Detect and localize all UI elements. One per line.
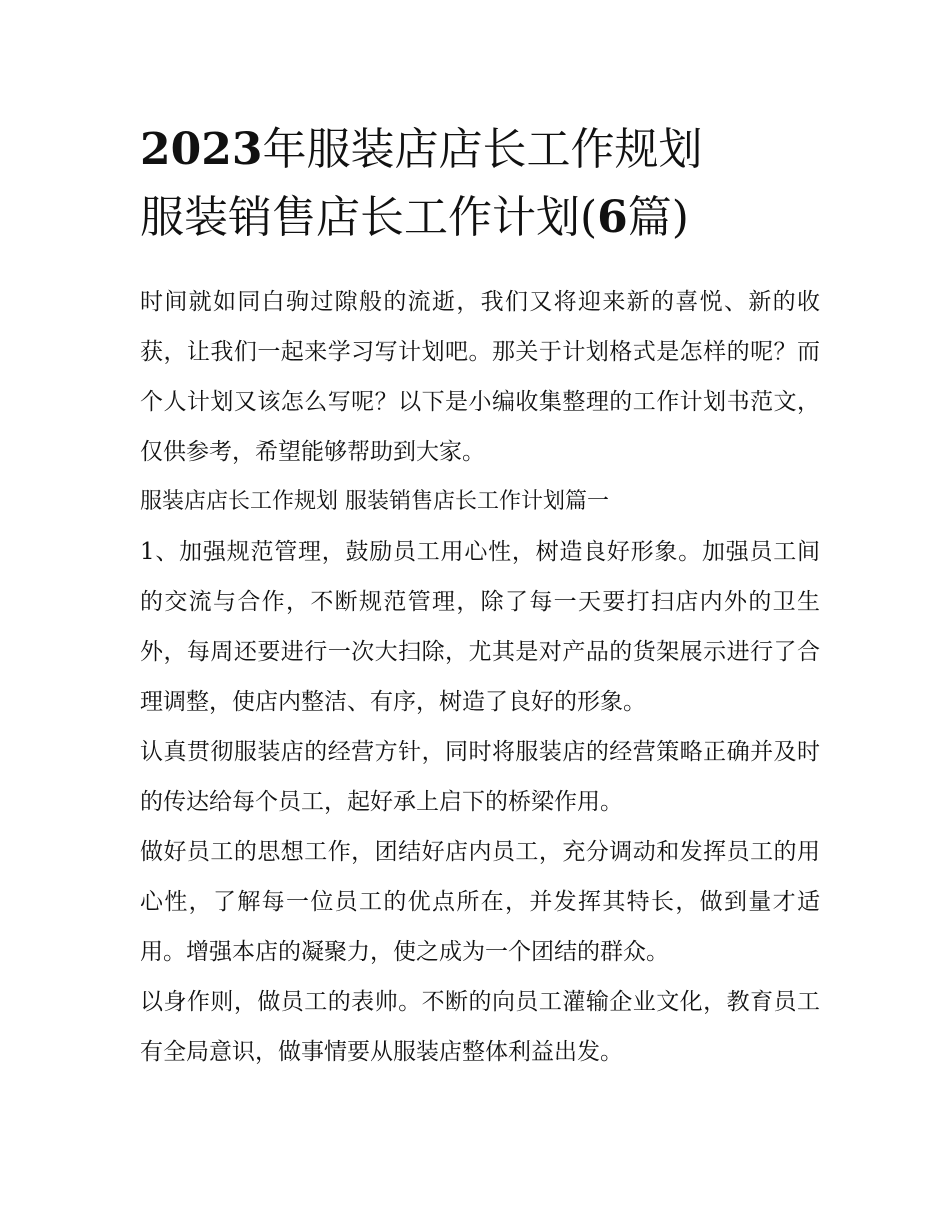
title-count: 6 [597, 192, 628, 243]
body-paragraph-1: 1、加强规范管理，鼓励员工用心性，树造良好形象。加强员工间的交流与合作，不断规范管理，除了每一天要打扫店内外的卫生外，每周还要进行一次大扫除，尤其是对产品的货架展示进行了合理调整，使店内整洁、有序，树造了良好的形象。 [140, 539, 820, 715]
title-line-2-text: 服装销售店长工作计划( [140, 192, 598, 243]
title-line-1-text: 年服装店店长工作规划 [262, 124, 703, 175]
title-year: 2023 [140, 124, 263, 175]
title-line-1 [140, 116, 820, 184]
title-line-2 [140, 184, 820, 252]
body-paragraph-2: 认真贯彻服装店的经营方针，同时将服装店的经营策略正确并及时的传达给每个员工，起好承上启下的桥梁作用。 [140, 739, 820, 815]
document-page [140, 116, 820, 1077]
intro-paragraph: 时间就如同白驹过隙般的流逝，我们又将迎来新的喜悦、新的收获，让我们一起来学习写计划吧。那关于计划格式是怎样的呢？而个人计划又该怎么写呢？以下是小编收集整理的工作计划书范文，仅供参考，希望能够帮助到大家。 [140, 289, 820, 465]
body-paragraph-4: 以身作则，做员工的表帅。不断的向员工灌输企业文化，教育员工有全局意识，做事情要从服装店整体利益出发。 [140, 989, 820, 1065]
title-line-2-unit: 篇) [627, 192, 689, 243]
body-paragraph-3: 做好员工的思想工作，团结好店内员工，充分调动和发挥员工的用心性，了解每一位员工的优点所在，并发挥其特长，做到量才适用。增强本店的凝聚力，使之成为一个团结的群众。 [140, 839, 820, 965]
document-body [140, 277, 820, 1077]
section-heading: 服装店店长工作规划 服装销售店长工作计划篇一 [140, 489, 609, 514]
document-title [140, 116, 820, 252]
